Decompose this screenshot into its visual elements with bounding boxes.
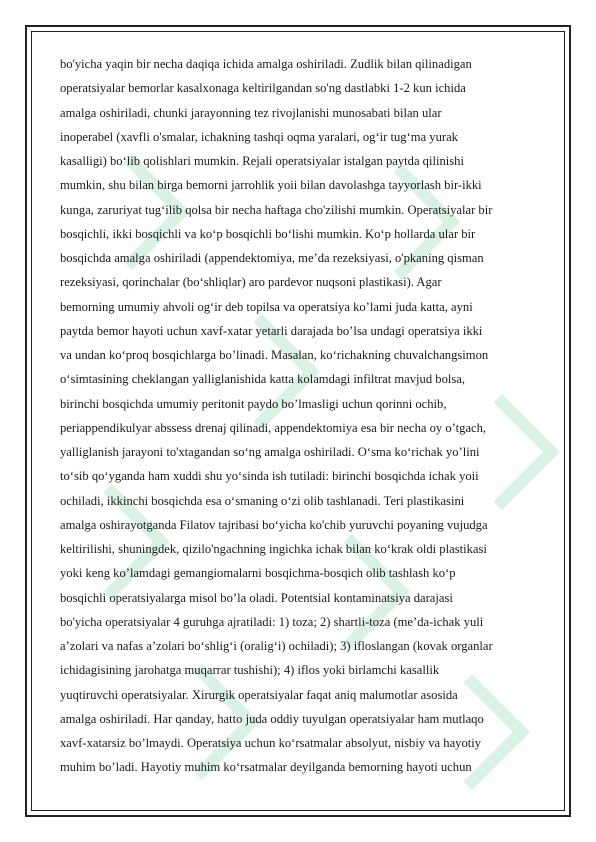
- text-line: bemorning umumiy ahvoli og‘ir deb topilsa va operatsiya ko’lami juda katta, ayni: [60, 299, 473, 314]
- text-line: ichidagisining jarohatga muqarrar tushishi); 4) iflos yoki birlamchi kasallik: [60, 663, 440, 678]
- text-line: bosqichli, ikki bosqichli va ko‘p bosqichli bo‘lishi mumkin. Ko‘p hollarda ular bir: [60, 226, 476, 241]
- text-line: paytda bemor hayoti uchun xavf-xatar yetarli darajada bo’lsa undagi operatsiya ikki: [60, 323, 483, 338]
- text-line: rezeksiyasi, qorinchalar (bo‘shliqlar) aro pardevor nuqsoni plastikasi). Agar: [60, 275, 442, 290]
- text-line: keltirilishi, shuningdek, qizilo'ngachning ingichka ichak bilan ko‘krak oldi plastikasi: [60, 542, 487, 556]
- text-line: yalliglanish jarayoni to'xtagandan so‘ng amalga oshiriladi. O‘sma ko‘richak yo’lini: [60, 445, 480, 459]
- text-line: operatsiyalar bemorlar kasalxonaga keltirilgandan so'ng dastlabki 1-2 kun ichida: [60, 81, 466, 96]
- text-line: a’zolari va nafas a’zolari bo‘shlig‘i (oralig‘i) ochiladi); 3) ifloslangan (kovak organlar: [60, 639, 493, 653]
- text-line: amalga oshirayotganda Filatov tajribasi bo‘yicha ko'chib yuruvchi poyaning vujudga: [60, 517, 488, 532]
- text-line: mumkin, shu bilan birga bemorni jarrohlik yoii bilan davolashga tayyorlash bir-ikki: [60, 178, 482, 193]
- text-line: bo'yicha yaqin bir necha daqiqa ichida amalga oshiriladi. Zudlik bilan qilinadigan: [60, 57, 472, 71]
- text-line: periappendikulyar abssess drenaj qilinadi, appendektomiya esa bir necha oy o’tgach,: [60, 420, 487, 435]
- text-line: va undan ko‘proq bosqichlarga bo’linadi. Masalan, ko‘richakning chuvalchangsimon: [60, 348, 489, 362]
- text-line: yuqtiruvchi operatsiyalar. Xirurgik operatsiyalar faqat aniq malumotlar asosida: [60, 687, 458, 702]
- text-line: kasalligi) bo‘lib qolishlari mumkin. Rejali operatsiyalar istalgan paytda qilinishi: [60, 154, 464, 168]
- text-line: birinchi bosqichda umumiy peritonit paydo bo’lmasligi uchun qorinni ochib,: [60, 396, 447, 411]
- text-line: to‘sib qo‘yganda ham xuddi shu yo‘sinda ish tutiladi: birinchi bosqichda ichak yoii: [60, 469, 479, 484]
- text-line: bo'yicha operatsiyalar 4 guruhga ajratiladi: 1) toza; 2) shartli-toza (me’da-ichak yuli: [60, 614, 484, 629]
- text-line: o‘simtasining cheklangan yalliglanishida katta kolamdagi infiltrat mavjud bolsa,: [60, 372, 466, 387]
- text-line: yoki keng ko’lamdagi gemangiomalarni bosqichma-bosqich olib tashlash ko‘p: [60, 566, 456, 581]
- text-line: inoperabel (xavfli o'smalar, ichakning tashqi oqma yaralari, og‘ir tug‘ma yurak: [60, 129, 458, 144]
- text-line: ochiladi, ikkinchi bosqichda esa o‘smaning o‘zi olib tashlanadi. Teri plastikasini: [60, 493, 465, 508]
- text-line: muhim bo’ladi. Hayotiy muhim ko‘rsatmalar deyilganda bemorning hayoti uchun: [60, 760, 472, 775]
- text-line: kunga, zaruriyat tug‘ilib qolsa bir necha haftaga cho'zilishi mumkin. Operatsiyalar bir: [60, 202, 493, 217]
- text-line: bosqichli operatsiyalarga misol bo’la oladi. Potentsial kontaminatsiya darajasi: [60, 590, 453, 605]
- text-line: bosqichda amalga oshiriladi (appendektomiya, me’da rezeksiyasi, o'pkaning qisman: [60, 251, 484, 265]
- text-line: amalga oshiriladi. Har qanday, hatto juda oddiy tuyulgan operatsiyalar ham mutlaqo: [60, 711, 484, 726]
- text-line: amalga oshiriladi, chunki jarayonning tez rivojlanishi munosabati bilan ular: [60, 105, 442, 120]
- text-line: xavf-xatarsiz bo’lmaydi. Operatsiya uchun ko‘rsatmalar absolyut, nisbiy va hayotiy: [60, 736, 482, 750]
- document-body: [60, 52, 540, 780]
